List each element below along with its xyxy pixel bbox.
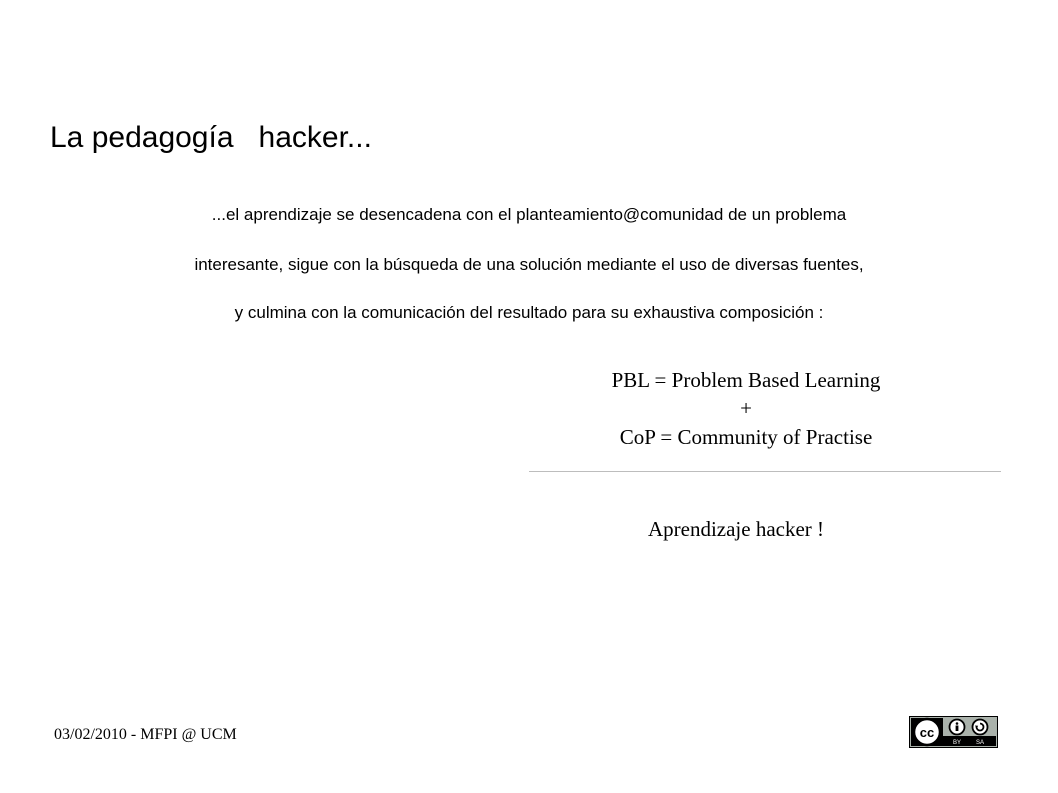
creative-commons-by-sa-icon[interactable] — [909, 716, 998, 748]
cc-label-by: BY — [952, 740, 962, 746]
paragraph-line-1: ...el aprendizaje se desencadena con el planteamiento@comunidad de un problema — [211, 205, 847, 224]
formula-pbl: PBL = Problem Based Learning — [611, 368, 881, 392]
result-text: Aprendizaje hacker ! — [647, 517, 825, 541]
paragraph-line-3: y culmina con la comunicación del resultado para su exhaustiva composición : — [234, 303, 824, 322]
paragraph-line-2: interesante, sigue con la búsqueda de una solución mediante el uso de diversas fuentes, — [194, 255, 864, 274]
footer-text: 03/02/2010 - MFPI @ UCM — [54, 726, 237, 743]
svg-text:cc: cc — [919, 725, 935, 740]
formula-plus: + — [740, 396, 752, 420]
formula-divider — [529, 471, 1001, 472]
formula-cop: CoP = Community of Practise — [619, 425, 873, 449]
cc-label-sa: SA — [975, 740, 985, 746]
slide-title: La pedagogía hacker... — [50, 121, 372, 154]
